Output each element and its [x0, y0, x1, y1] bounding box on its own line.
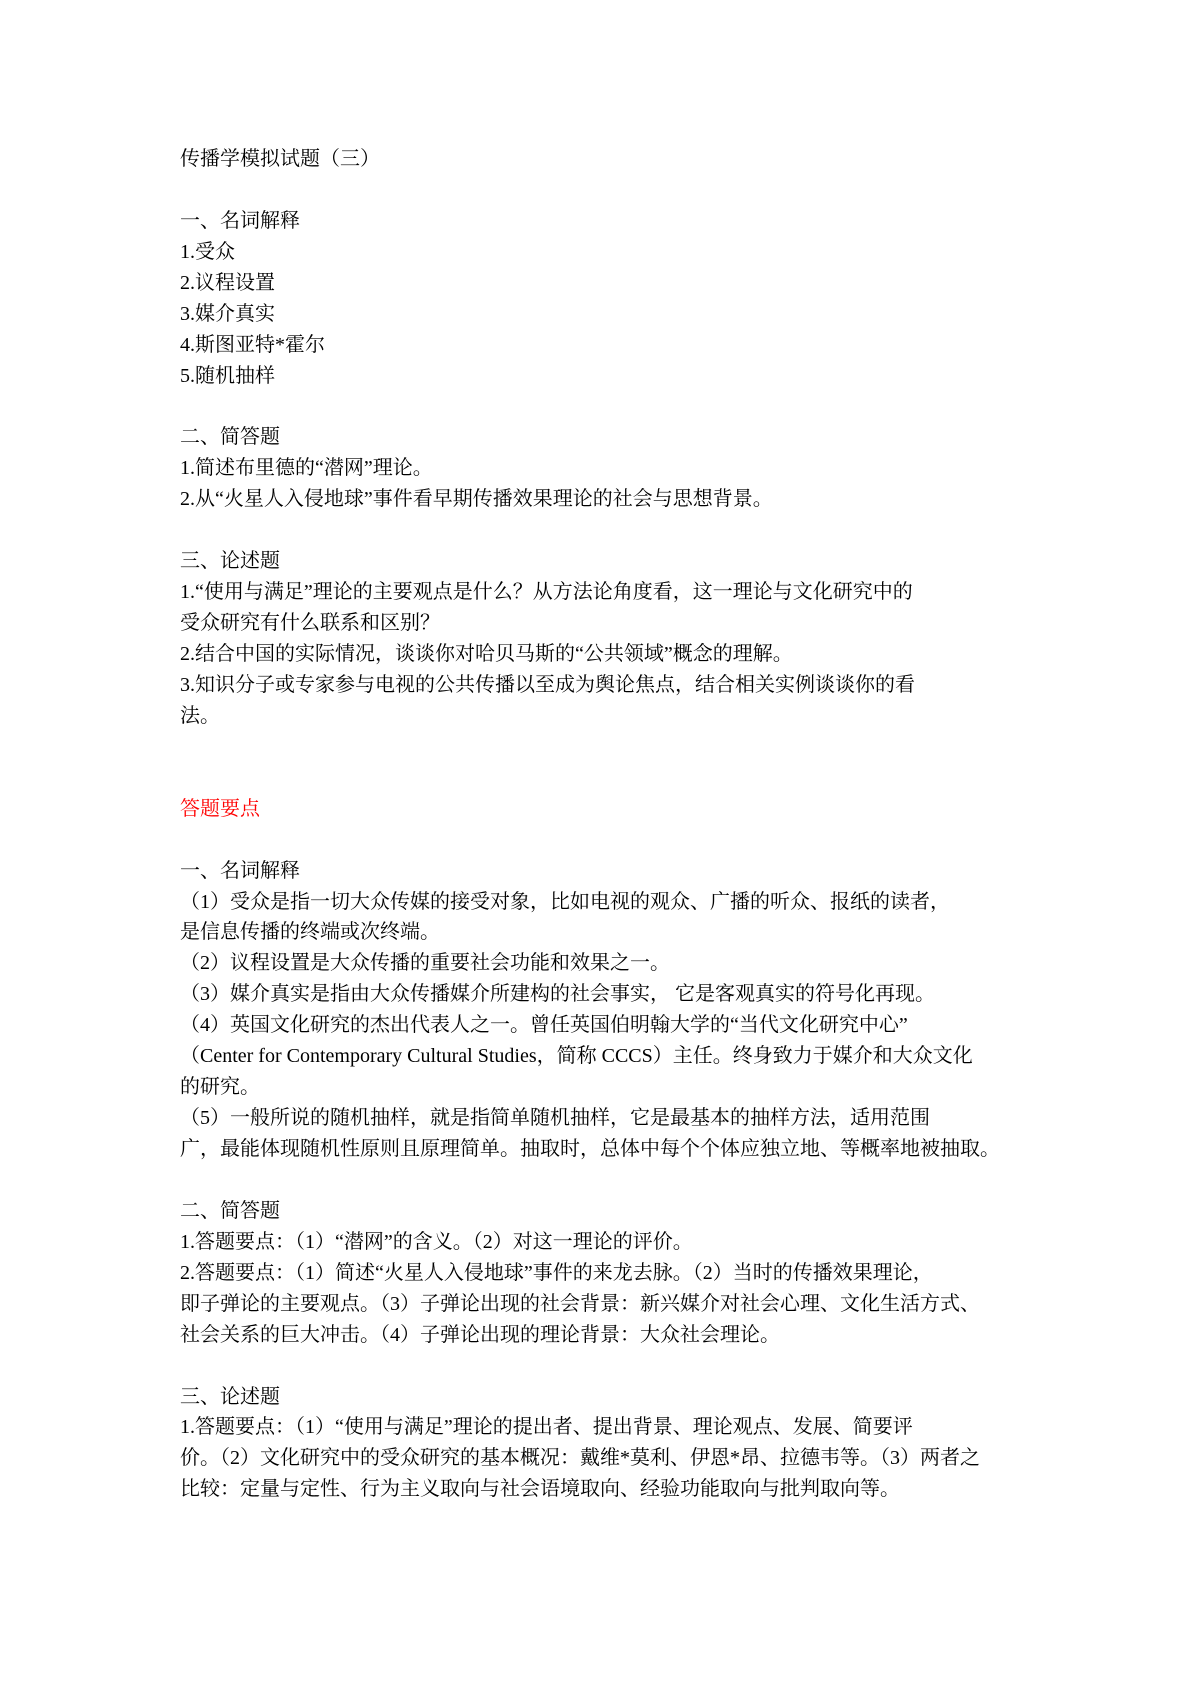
answer-line: （4）英国文化研究的杰出代表人之一。曾任英国伯明翰大学的“当代文化研究中心” — [180, 1014, 908, 1037]
answer-line: 比较：定量与定性、行为主义取向与社会语境取向、经验功能取向与批判取向等。 — [180, 1478, 900, 1501]
answer-line: 即子弹论的主要观点。（3）子弹论出现的社会背景：新兴媒介对社会心理、文化生活方式、 — [180, 1292, 980, 1315]
question-line: 2.从“火星人入侵地球”事件看早期传播效果理论的社会与思想背景。 — [180, 488, 773, 511]
question-line: 2.结合中国的实际情况，谈谈你对哈贝马斯的“公共领域”概念的理解。 — [180, 643, 793, 665]
answer-line: 1.答题要点：（1）“潜网”的含义。（2）对这一理论的评价。 — [180, 1230, 693, 1253]
question-section-heading: 二、简答题 — [180, 426, 280, 449]
question-section-heading: 一、名词解释 — [180, 209, 300, 232]
blank-line — [180, 732, 1030, 763]
question-line: 3.媒介真实 — [180, 302, 275, 325]
answer-line: 社会关系的巨大冲击。（4）子弹论出现的理论背景：大众社会理论。 — [180, 1323, 780, 1346]
answer-section-heading: 一、名词解释 — [180, 859, 300, 882]
question-line: 受众研究有什么联系和区别？ — [180, 612, 440, 635]
answer-section-heading: 二、简答题 — [180, 1199, 280, 1222]
answer-line: 价。（2）文化研究中的受众研究的基本概况：戴维*莫利、伊恩*昂、拉德韦等。（3）两者之 — [180, 1447, 980, 1470]
question-line: 法。 — [180, 704, 220, 727]
answer-line: （1）受众是指一切大众传媒的接受对象，比如电视的观众、广播的听众、报纸的读者， — [180, 890, 950, 913]
question-line: 4.斯图亚特*霍尔 — [180, 333, 325, 356]
answer-line: 的研究。 — [180, 1076, 260, 1099]
question-line: 5.随机抽样 — [180, 364, 275, 387]
answer-line: 1.答题要点：（1）“使用与满足”理论的提出者、提出背景、理论观点、发展、简要评 — [180, 1416, 913, 1439]
answer-line: 是信息传播的终端或次终端。 — [180, 921, 440, 944]
answer-line: （3）媒介真实是指由大众传播媒介所建构的社会事实， 它是客观真实的符号化再现。 — [180, 983, 935, 1006]
question-line: 1.受众 — [180, 240, 235, 263]
answers-heading: 答题要点 — [180, 797, 260, 820]
blank-line — [180, 1351, 1030, 1382]
document-title: 传播学模拟试题（三） — [180, 148, 380, 170]
blank-line — [180, 825, 1030, 856]
document-body — [180, 144, 1030, 1505]
answer-line: （2）议程设置是大众传播的重要社会功能和效果之一。 — [180, 952, 670, 975]
question-line: 1.简述布里德的“潜网”理论。 — [180, 457, 433, 480]
answer-line: 广，最能体现随机性原则且原理简单。抽取时，总体中每个个体应独立地、等概率地被抽取。 — [180, 1138, 1000, 1160]
answer-line: 2.答题要点：（1）简述“火星人入侵地球”事件的来龙去脉。（2）当时的传播效果理论， — [180, 1261, 933, 1284]
answer-line: （5）一般所说的随机抽样，就是指简单随机抽样，它是最基本的抽样方法，适用范围 — [180, 1107, 930, 1130]
answer-line: （Center for Contemporary Cultural Studies，简称 CCCS）主任。终身致力于媒介和大众文化 — [180, 1045, 973, 1068]
question-line: 1.“使用与满足”理论的主要观点是什么？从方法论角度看，这一理论与文化研究中的 — [180, 581, 913, 604]
answer-section-heading: 三、论述题 — [180, 1385, 280, 1408]
blank-line — [180, 1165, 1030, 1196]
question-line: 3.知识分子或专家参与电视的公共传播以至成为舆论焦点，结合相关实例谈谈你的看 — [180, 673, 915, 696]
blank-line — [180, 515, 1030, 546]
question-line: 2.议程设置 — [180, 271, 275, 294]
blank-line — [180, 175, 1030, 206]
blank-line — [180, 392, 1030, 423]
question-section-heading: 三、论述题 — [180, 550, 280, 573]
blank-line — [180, 763, 1030, 794]
